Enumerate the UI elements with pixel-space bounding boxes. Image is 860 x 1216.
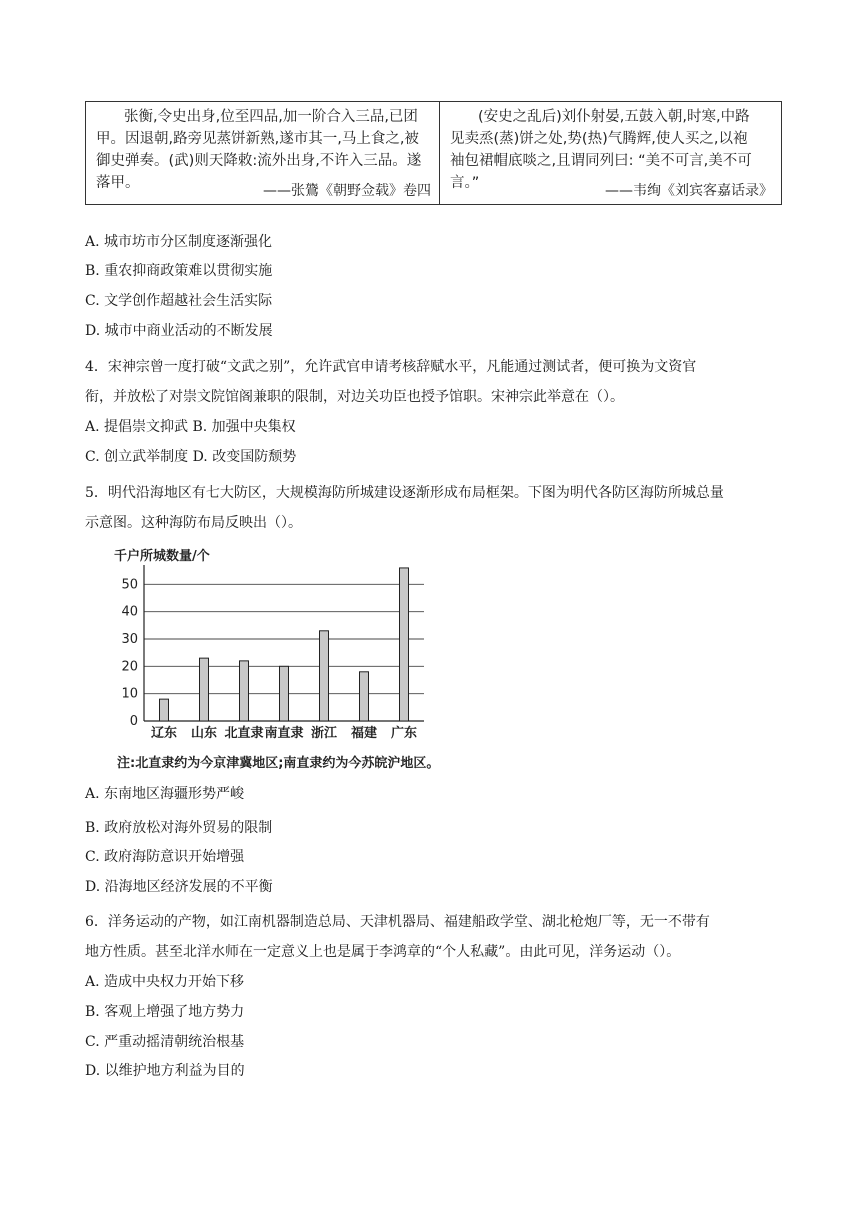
y-tick-label-0: 0 (129, 714, 138, 729)
x-tick-label-福建: 福建 (350, 726, 378, 741)
bar-广东 (400, 568, 409, 721)
y-tick-label-40: 40 (121, 604, 138, 620)
bar-chart (112, 545, 482, 770)
y-tick-label-30: 30 (121, 632, 138, 647)
quote-left-line-3: 御史弹奏。(武)则天降敕:流外出身,不许入三品。遂 (96, 153, 422, 169)
x-tick-label-浙江: 浙江 (310, 726, 338, 741)
q6-option-d[interactable]: D. 以维护地方利益为目的 (85, 1063, 245, 1079)
quote-left-line-4: 落甲。 (96, 175, 140, 191)
q5-option-d[interactable]: D. 沿海地区经济发展的不平衡 (85, 879, 273, 895)
y-tick-label-20: 20 (121, 659, 138, 675)
x-tick-label-辽东: 辽东 (150, 726, 178, 741)
quote-right-line-2: 见卖烝(蒸)饼之处,势(热)气腾辉,使人买之,以袍 (449, 131, 748, 147)
q4-options-line-1[interactable]: A. 提倡崇文抑武 B. 加强中央集权 (85, 419, 296, 435)
quote-right-line-1: (安史之乱后)刘仆射晏,五鼓入朝,时寒,中路 (477, 109, 750, 125)
y-tick-label-50: 50 (121, 577, 138, 593)
y-axis-label: 千户所城数量/个 (114, 549, 210, 564)
q3-option-c[interactable]: C. 文学创作超越社会生活实际 (85, 293, 273, 309)
q6-option-b[interactable]: B. 客观上增强了地方势力 (85, 1004, 245, 1020)
bar-南直隶 (280, 666, 289, 721)
q3-option-d[interactable]: D. 城市中商业活动的不断发展 (85, 323, 273, 339)
q5-option-c[interactable]: C. 政府海防意识开始增强 (85, 849, 245, 865)
q5-stem-line-1: 5．明代沿海地区有七大防区，大规模海防所城建设逐渐形成布局框架。下图为明代各防区海防所城总量 (85, 485, 724, 501)
quote-right-line-4: 言。” (449, 175, 480, 191)
quote-left-line-1: 张衡,令史出身,位至四品,加一阶合入三品,已团 (124, 109, 418, 125)
x-tick-label-北直隶: 北直隶 (224, 726, 264, 741)
q6-option-a[interactable]: A. 造成中央权力开始下移 (85, 974, 245, 990)
bar-chart-svg (112, 545, 482, 755)
q5-option-b[interactable]: B. 政府放松对海外贸易的限制 (85, 820, 273, 836)
bar-浙江 (320, 631, 329, 721)
q4-stem-line-1: 4．宋神宗曾一度打破“文武之别”，允许武官申请考核辞赋水平，凡能通过测试者，便可换为文资官 (85, 359, 697, 375)
q5-option-a[interactable]: A. 东南地区海疆形势严峻 (85, 786, 245, 802)
quote-right-line-3: 袖包裙帽底啖之,且谓同列曰: “美不可言,美不可 (449, 153, 752, 169)
q4-stem-line-2: 衔，并放松了对崇文院馆阁兼职的限制，对边关功臣也授予馆职。宋神宗此举意在（）。 (85, 389, 624, 405)
q3-option-b[interactable]: B. 重农抑商政策难以贯彻实施 (85, 263, 273, 279)
bar-辽东 (160, 699, 169, 721)
y-tick-label-10: 10 (121, 686, 138, 702)
x-tick-label-山东: 山东 (190, 726, 218, 741)
quote-left-source: ——张鷟《朝野佥载》卷四 (262, 183, 431, 199)
q3-option-a[interactable]: A. 城市坊市分区制度逐渐强化 (85, 234, 273, 250)
bar-福建 (360, 672, 369, 721)
q6-stem-line-1: 6．洋务运动的产物，如江南机器制造总局、天津机器局、福建船政学堂、湖北枪炮厂等，无一不带有 (85, 914, 710, 930)
bar-北直隶 (240, 661, 249, 721)
quote-right (440, 102, 781, 204)
q6-option-c[interactable]: C. 严重动摇清朝统治根基 (85, 1034, 245, 1050)
q4-options-line-2[interactable]: C. 创立武举制度 D. 改变国防颓势 (85, 449, 297, 465)
quote-left-line-2: 甲。因退朝,路旁见蒸饼新熟,遂市其一,马上食之,被 (96, 131, 419, 147)
quote-left (86, 102, 440, 204)
x-tick-label-南直隶: 南直隶 (264, 726, 304, 741)
chart-note: 注:北直隶约为今京津冀地区;南直隶约为今苏皖沪地区。 (117, 756, 440, 771)
quote-right-source: ——韦绚《刘宾客嘉话录》 (605, 183, 773, 199)
q6-stem-line-2: 地方性质。甚至北洋水师在一定意义上也是属于李鸿章的“个人私藏”。由此可见，洋务运动（）。 (85, 944, 681, 960)
x-tick-label-广东: 广东 (390, 726, 418, 741)
q5-stem-line-2: 示意图。这种海防布局反映出（）。 (85, 515, 302, 531)
bar-山东 (200, 658, 209, 721)
quote-table (85, 101, 782, 205)
